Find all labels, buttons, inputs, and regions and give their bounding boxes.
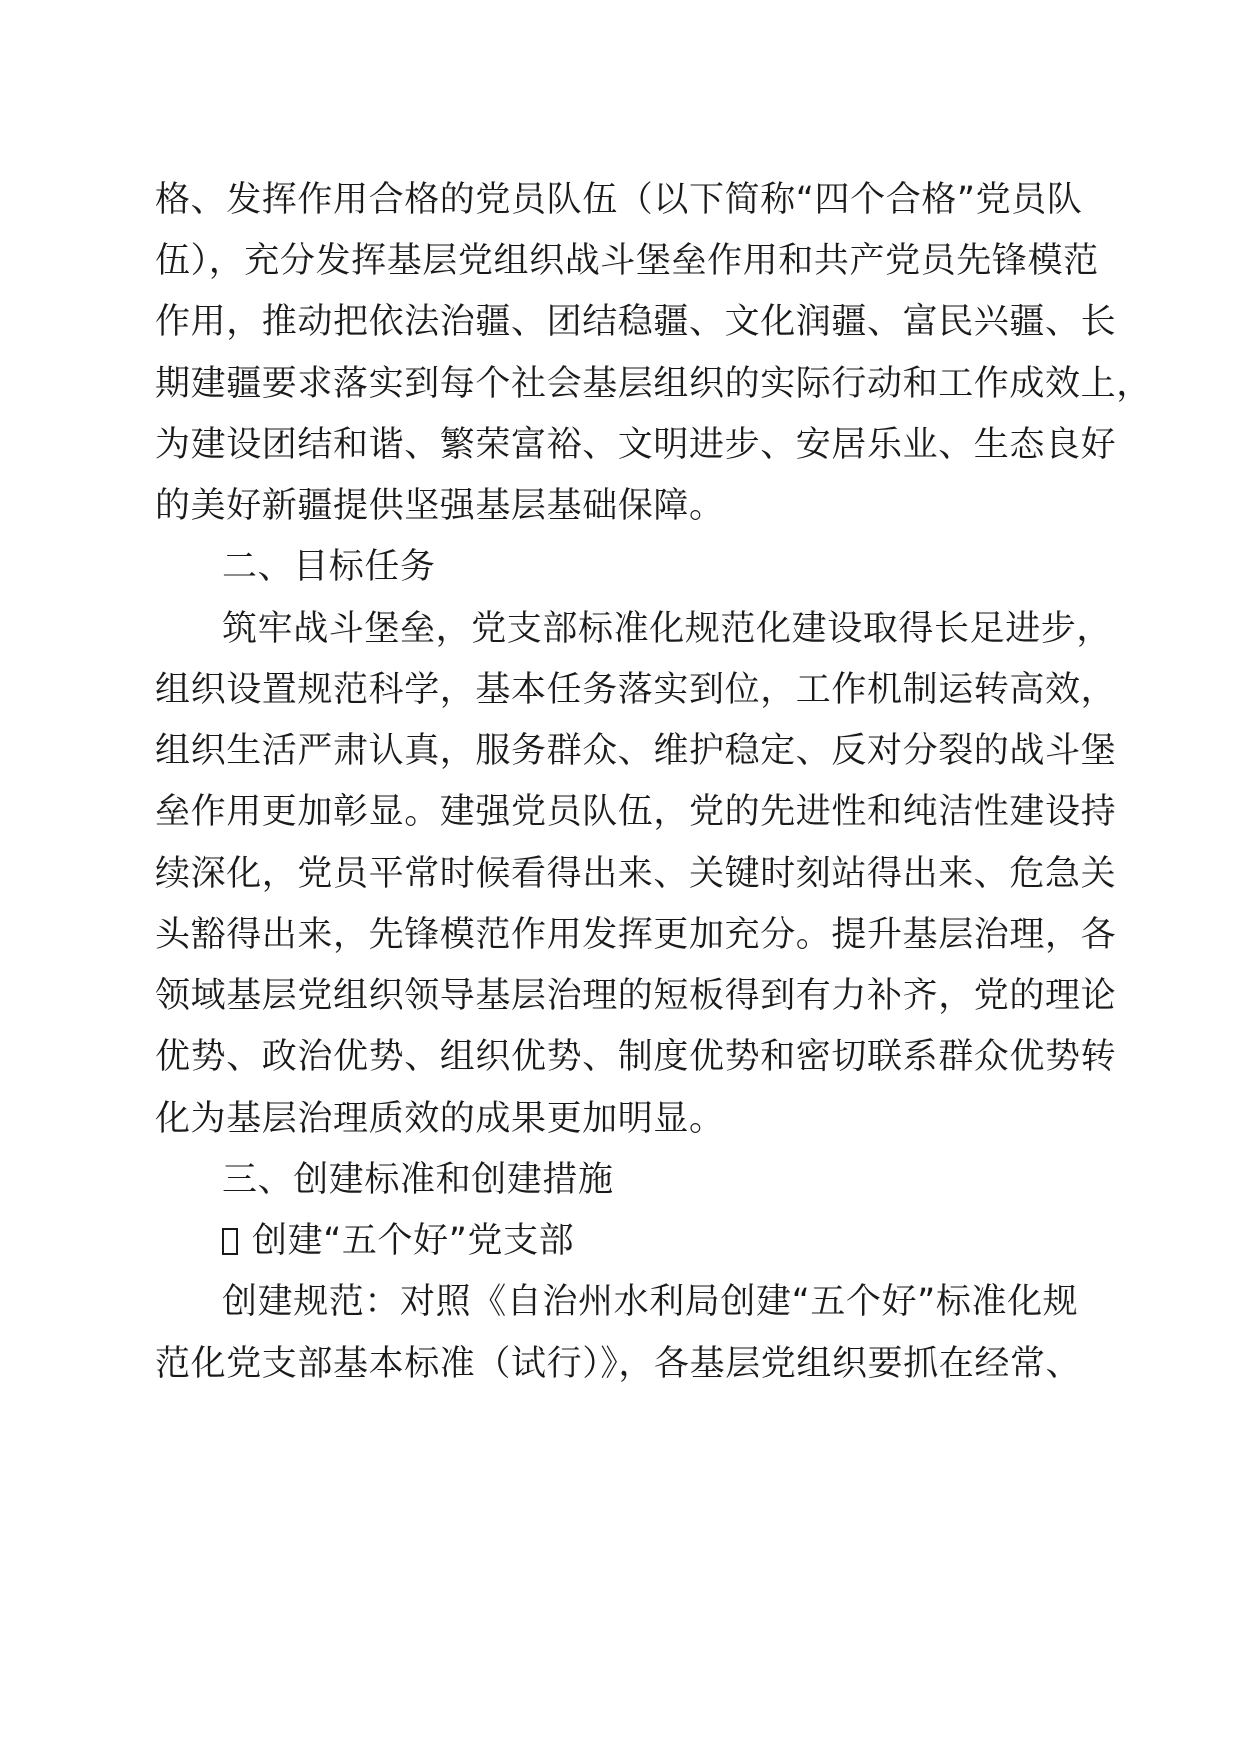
- text-line: 组织设置规范科学，基本任务落实到位，工作机制运转高效，: [155, 670, 1117, 710]
- text-line: 期建疆要求落实到每个社会基层组织的实际行动和工作成效上，: [155, 364, 1152, 404]
- section-heading: 二、目标任务: [222, 547, 436, 587]
- text-line: 垒作用更加彰显。建强党员队伍，党的先进性和纯洁性建设持: [155, 792, 1117, 832]
- text-line: 领域基层党组织领导基层治理的短板得到有力补齐，党的理论: [155, 976, 1117, 1016]
- text-line: 伍），充分发挥基层党组织战斗堡垒作用和共产党员先锋模范: [155, 241, 1099, 281]
- text-line: 作用，推动把依法治疆、团结稳疆、文化润疆、富民兴疆、长: [155, 302, 1117, 342]
- text-line: 创建规范：对照《自治州水利局创建“五个好”标准化规: [222, 1282, 1079, 1322]
- text-line: 的美好新疆提供坚强基层基础保障。: [155, 486, 725, 526]
- text-line: 范化党支部基本标准（试行）》，各基层党组织要抓在经常、: [155, 1344, 1082, 1384]
- text-line: 筑牢战斗堡垒，党支部标准化规范化建设取得长足进步，: [222, 609, 1113, 649]
- text-line: 优势、政治优势、组织优势、制度优势和密切联系群众优势转: [155, 1037, 1117, 1077]
- subsection-heading: [222, 1208, 574, 1274]
- missing-glyph-box-icon: [222, 1228, 238, 1255]
- subsection-heading-text: 创建“五个好”党支部: [252, 1221, 575, 1261]
- text-line: 头豁得出来，先锋模范作用发挥更加充分。提升基层治理，各: [155, 915, 1117, 955]
- section-heading: 三、创建标准和创建措施: [222, 1160, 614, 1200]
- text-line: 格、发挥作用合格的党员队伍（以下简称“四个合格”党员队: [155, 180, 1083, 220]
- text-line: 为建设团结和谐、繁荣富裕、文明进步、安居乐业、生态良好: [155, 425, 1117, 465]
- text-line: 组织生活严肃认真，服务群众、维护稳定、反对分裂的战斗堡: [155, 731, 1117, 771]
- text-line: 续深化，党员平常时候看得出来、关键时刻站得出来、危急关: [155, 854, 1117, 894]
- text-line: 化为基层治理质效的成果更加明显。: [155, 1099, 725, 1139]
